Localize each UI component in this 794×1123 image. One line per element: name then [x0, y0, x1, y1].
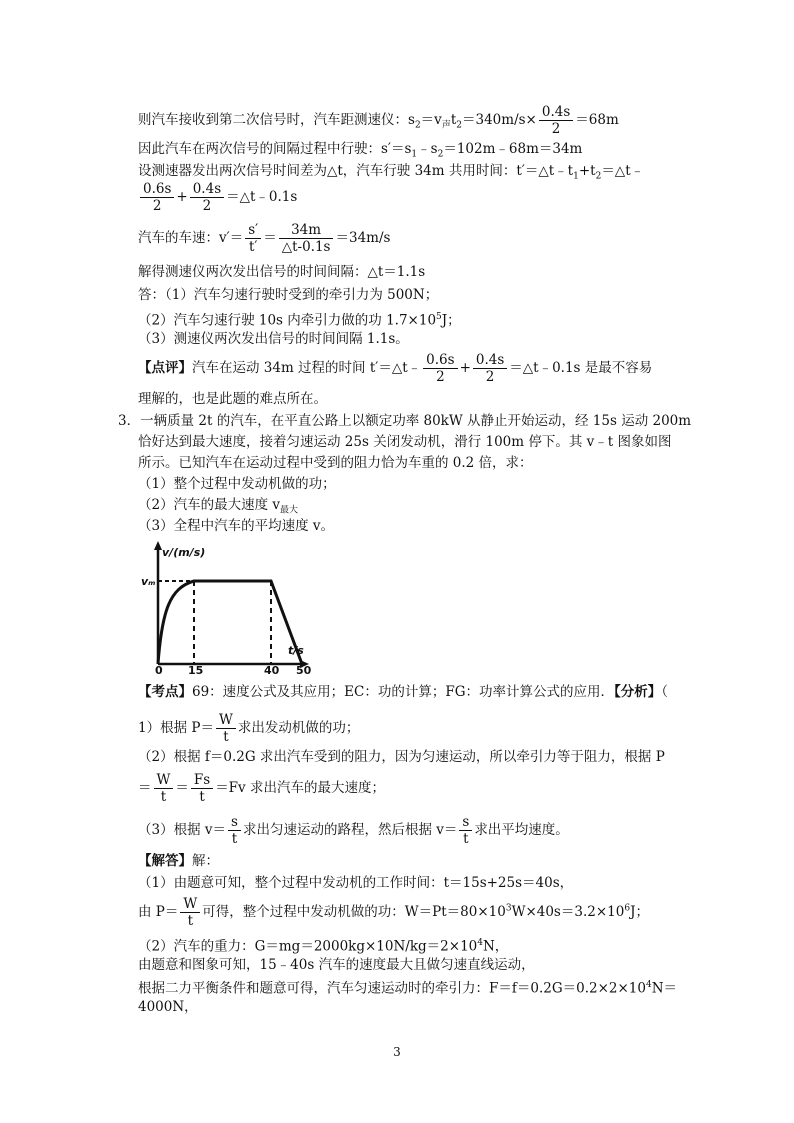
text-line: （3）测速仪两次发出信号的时间间隔 1.1s。 — [138, 331, 409, 347]
fraction: $\frac{W}{t}$ — [216, 712, 236, 745]
y-axis-arrow — [154, 541, 162, 550]
fraction: $\frac{0.6s}{2}$ — [140, 181, 174, 214]
text-line: （3）根据 v＝ $\frac{s}{t}$ 求出匀速运动的路程，然后根据 v＝ $\frac{s}{t}$ 求出平均速度。 — [138, 814, 569, 847]
y-axis-label: v/(m/s) — [162, 546, 206, 559]
text-line: 根据二力平衡条件和题意可得，汽车匀速运动时的牵引力：$F=f=0.2G=0.2\times 2\times 10^4N=$ — [138, 980, 678, 997]
question-line: 恰好达到最大速度，接着匀速运动 25s 关闭发动机，滑行 100m 停下。其 v﹣t 图象如图 — [138, 434, 672, 450]
text-line: 【解答】解： — [138, 853, 219, 869]
question-number: 3． — [118, 413, 141, 429]
tick-label-40: 40 — [264, 664, 280, 675]
fraction: $\frac{Fs}{t}$ — [191, 772, 213, 805]
section-tag: 【点评】 — [138, 360, 192, 376]
fraction: $\frac{34m}{\triangle t-0.1s}$ — [279, 222, 334, 255]
text-line: 【点评】汽车在运动 34m 过程的时间 t′＝△t﹣ $\frac{0.6s}{2}$ + $\frac{0.4s}{2}$ ＝△t﹣0.1s 是最不容易 — [138, 352, 653, 385]
section-tag: 【解答】 — [138, 853, 192, 869]
text-line: 1）根据 P＝ $\frac{W}{t}$ 求出发动机做的功； — [138, 712, 360, 745]
fraction: $\frac{0.4s}{2}$ — [190, 181, 224, 214]
fraction: $\frac{0.4s}{2}$ — [539, 104, 573, 137]
text-line: 4000N， — [138, 999, 198, 1015]
text-line: （1）由题意可知，整个过程中发动机的工作时间：t＝15s+25s＝40s， — [138, 875, 574, 891]
vmax-label: vₘ — [141, 575, 156, 588]
vt-graph — [138, 540, 318, 675]
question-line: （1）整个过程中发动机做的功； — [138, 476, 336, 492]
fraction: $\frac{s}{t}$ — [459, 814, 472, 847]
text-line: 由 P＝ $\frac{W}{t}$ 可得，整个过程中发动机做的功：$W=Pt=80\times 10^3W\times 40s=3.2\times 10^6J$； — [138, 896, 649, 929]
text-line: 由题意和图象可知，15﹣40s 汽车的速度最大且做匀速直线运动， — [138, 957, 535, 973]
text-line: 【考点】69：速度公式及其应用；EC：功的计算；FG：功率计算公式的应用．【分析】（ — [138, 684, 669, 700]
text-line: （2）汽车匀速行驶 10s 内牵引力做的功 $1.7\times 10^5J$； — [138, 312, 461, 329]
section-tag: 【考点】 — [138, 684, 192, 700]
fraction: $\frac{W}{t}$ — [180, 896, 200, 929]
text-line: 答：（1）汽车匀速行驶时受到的牵引力为 500N； — [138, 287, 439, 303]
question-line: 3．一辆质量 2t 的汽车，在平直公路上以额定功率 80kW 从静止开始运动，经 15s 运动 200m — [118, 413, 692, 429]
tick-label-50: 50 — [296, 664, 312, 675]
fraction: $\frac{0.6s}{2}$ — [423, 352, 457, 385]
text-line: ＝ $\frac{W}{t}$ ＝ $\frac{Fs}{t}$ ＝Fv 求出汽车的最大速度； — [138, 772, 385, 805]
text-line: 则汽车接收到第二次信号时，汽车距测速仪：$s_2=v_声t_2=340m/s\times$ $\frac{0.4s}{2}$ ＝68m — [138, 104, 619, 137]
text-line: $\frac{0.6s}{2}$ + $\frac{0.4s}{2}$ ＝△t﹣0.1s — [138, 181, 297, 214]
fraction: $\frac{W}{t}$ — [154, 772, 174, 805]
section-tag: 【分析】 — [614, 684, 662, 700]
fraction: $\frac{0.4s}{2}$ — [473, 352, 507, 385]
velocity-curve — [158, 581, 302, 664]
fraction: $\frac{s}{t}$ — [228, 814, 241, 847]
fraction: $\frac{s'}{t'}$ — [245, 222, 261, 255]
text-line: （2）汽车的重力：$G=mg=2000kg\times 10N/kg=2\times 10^4N$， — [138, 938, 509, 955]
question-line: （3）全程中汽车的平均速度 v。 — [138, 518, 335, 534]
question-line: （2）汽车的最大速度 $v_{最大}$ — [138, 497, 299, 516]
x-axis-label: t/s — [288, 644, 304, 657]
text-line: 设测速器发出两次信号时间差为△t，汽车行驶 34m 共用时间：$t'=\triangle t﹣t_1+t_2=\triangle t﹣$ — [138, 163, 645, 182]
page-number: 3 — [393, 1045, 401, 1059]
text-line: 解得测速仪两次发出信号的时间间隔：△t＝1.1s — [138, 264, 426, 280]
tick-label-15: 15 — [188, 664, 204, 675]
question-line: 所示。已知汽车在运动过程中受到的阻力恰为车重的 0.2 倍，求： — [138, 455, 533, 471]
text-line: 因此汽车在两次信号的间隔过程中行驶：$s'=s_1﹣s_2=102m﹣68m=34m$ — [138, 141, 583, 160]
text-line: （2）根据 f＝0.2G 求出汽车受到的阻力，因为匀速运动，所以牵引力等于阻力，根据 P — [138, 749, 665, 765]
text-line: 理解的，也是此题的难点所在。 — [138, 391, 327, 407]
text-line: 汽车的车速：v′＝ $\frac{s'}{t'}$ ＝ $\frac{34m}{\triangle t-0.1s}$ ＝34m/s — [138, 222, 391, 255]
origin-label: 0 — [155, 664, 163, 675]
